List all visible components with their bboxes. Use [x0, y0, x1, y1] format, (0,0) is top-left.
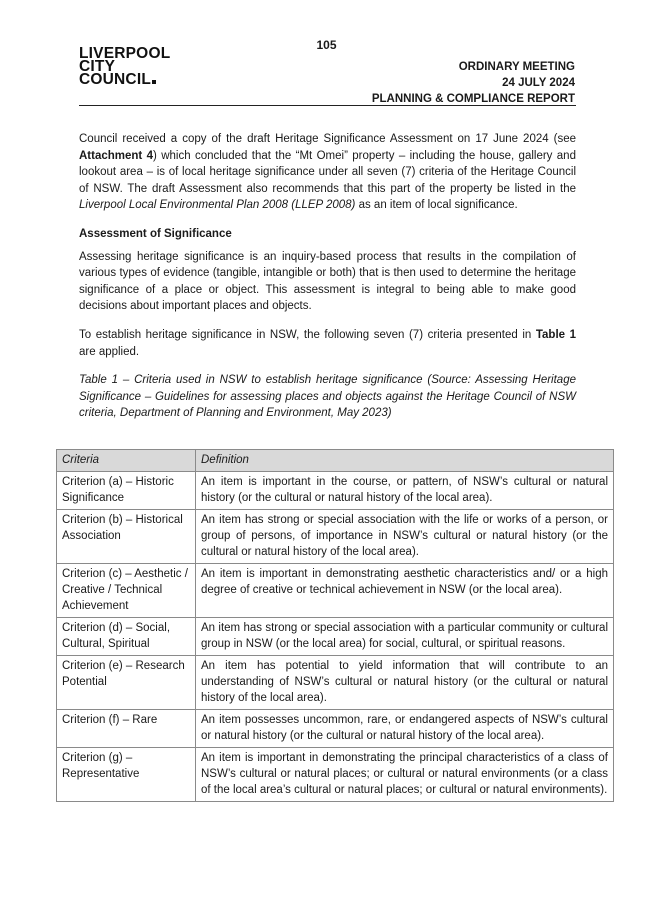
definition-cell: An item is important in demonstrating the principal characteristics of a class of NSW’s cultural or natural places; or cultural or natural environments (or a class of the local area’s cultural or natural places; or cultural or natural environments). [196, 748, 614, 802]
report-name: PLANNING & COMPLIANCE REPORT [371, 93, 575, 105]
table-caption: Table 1 – Criteria used in NSW to establish heritage significance (Source: Assessing Heritage Significance – Guidelines for assessing places and objects against the Heritage Council of NSW criteria, Department of Planning and Environment, May 2023) [79, 374, 576, 420]
criteria-cell: Criterion (d) – Social, Cultural, Spiritual [57, 618, 196, 656]
criteria-cell: Criterion (b) – Historical Association [57, 510, 196, 564]
criteria-cell: Criterion (a) – Historic Significance [57, 472, 196, 510]
table-row [57, 472, 614, 510]
definition-cell: An item is important in demonstrating aesthetic characteristics and/ or a high degree of creative or technical achievement in NSW (or the local area). [196, 564, 614, 618]
p1-text-a: Council received a copy of the draft Heritage Significance Assessment on 17 June 2024 (see [79, 133, 576, 145]
criteria-cell: Criterion (c) – Aesthetic / Creative / Technical Achievement [57, 564, 196, 618]
table-row [57, 564, 614, 618]
definition-cell: An item is important in the course, or pattern, of NSW’s cultural or natural history (or the cultural or natural history of the local area). [196, 472, 614, 510]
p3-text-c: are applied. [79, 345, 140, 358]
definition-cell: An item possesses uncommon, rare, or endangered aspects of NSW’s cultural or natural history (or the cultural or natural history of the local area). [196, 710, 614, 748]
meeting-date: 24 JULY 2024 [502, 76, 575, 89]
logo-dot-icon [152, 80, 156, 84]
paragraph-draft-assessment [79, 131, 576, 214]
definition-cell: An item has strong or special association with the life or works of a person, or group of persons, of importance in NSW’s cultural or natural history (or the cultural or natural history of the local area). [196, 510, 614, 564]
report-header [372, 60, 575, 108]
criteria-table [56, 449, 614, 802]
liverpool-city-council-logo [79, 47, 170, 86]
meeting-type: ORDINARY MEETING [458, 61, 575, 73]
criteria-cell: Criterion (e) – Research Potential [57, 656, 196, 710]
section-heading: Assessment of Significance [79, 227, 232, 240]
document-body [79, 131, 576, 422]
llep-reference: Liverpool Local Environmental Plan 2008 (LLEP 2008) [79, 199, 356, 212]
table-row [57, 748, 614, 802]
paragraph-assessing: Assessing heritage significance is an inquiry-based process that results in the compilation of various types of evidence (tangible, intangible or both) that is then used to determine the heritage significance of a place or object. This assessment is integral to being able to make good decisions about important places and objects. [79, 250, 576, 313]
p1-text-c: ) which concluded that the “Mt Omei” property – including the house, gallery and lookout area – is of local heritage significance under all seven (7) criteria of the Heritage Council of NSW. The draft Assessment also recommends that this part of the property be listed in the [79, 149, 576, 195]
page-number: 105 [316, 38, 337, 52]
definition-cell: An item has potential to yield information that will contribute to an understanding of NSW’s cultural or natural history (or the cultural or natural history of the local area). [196, 656, 614, 710]
definition-cell: An item has strong or special association with a particular community or cultural group in NSW (or the local area) for social, cultural, or spiritual reasons. [196, 618, 614, 656]
paragraph-criteria-intro [79, 327, 576, 360]
table-header-row [57, 450, 614, 472]
table-row [57, 656, 614, 710]
table-row [57, 710, 614, 748]
p3-text-a: To establish heritage significance in NSW, the following seven (7) criteria presented in [79, 328, 536, 341]
table-reference: Table 1 [535, 328, 576, 341]
table-row [57, 618, 614, 656]
criteria-cell: Criterion (f) – Rare [57, 710, 196, 748]
logo-line-2: CITY [79, 58, 116, 75]
logo-line-1: LIVERPOOL [79, 45, 171, 62]
attachment-reference: Attachment 4 [79, 149, 154, 162]
p1-text-e: as an item of local significance. [355, 199, 518, 212]
column-header-definition: Definition [196, 450, 614, 472]
table-row [57, 510, 614, 564]
logo-line-3: COUNCIL [79, 71, 152, 88]
header-divider [79, 105, 576, 106]
column-header-criteria: Criteria [57, 450, 196, 472]
criteria-cell: Criterion (g) – Representative [57, 748, 196, 802]
